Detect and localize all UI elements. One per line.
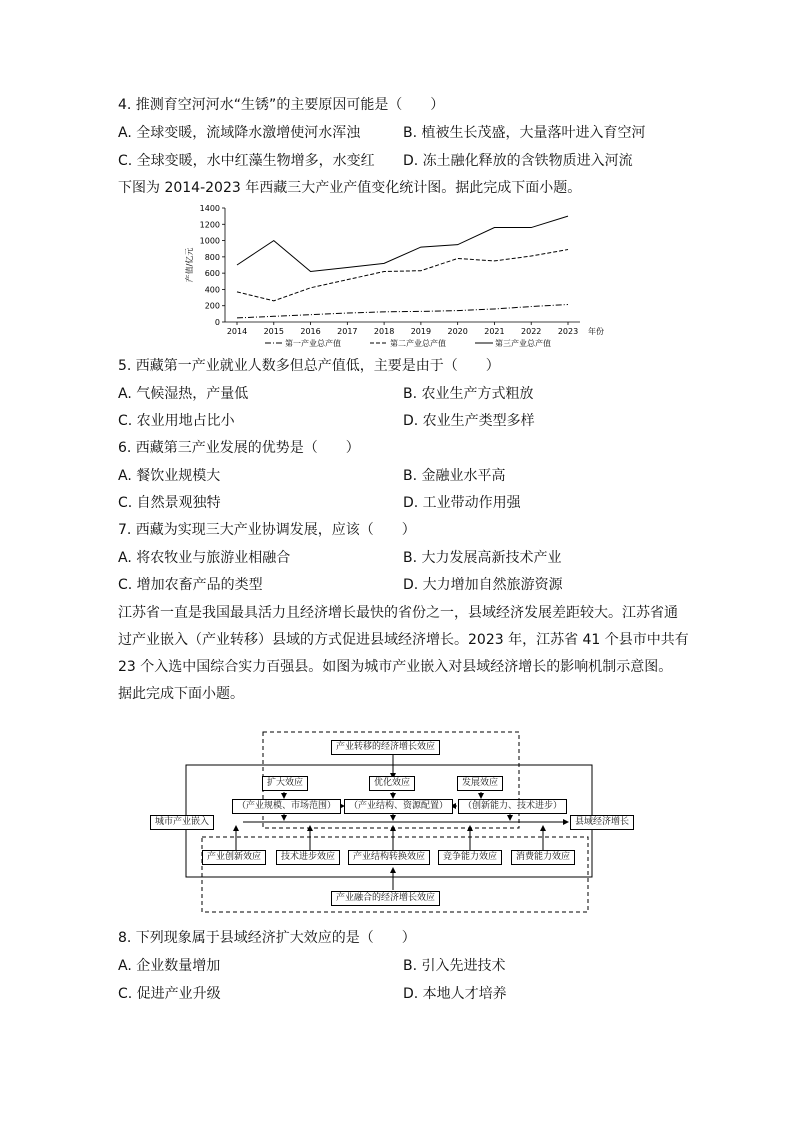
series-line-1 [237,304,568,317]
y-axis-label: 产值/亿元 [185,247,194,283]
box-fusion-effect: 产业融合的经济增长效应 [331,891,440,906]
q6-option-d: D. 工业带动作用强 [403,495,521,511]
box-expand-detail: （产业规模、市场范围） [232,799,341,814]
q5-option-c: C. 农业用地占比小 [118,413,235,429]
box-structure-effect: 产业结构转换效应 [348,850,430,865]
x-tick-label: 2014 [226,327,248,336]
intro-line-4: 据此完成下面小题。 [118,686,244,702]
x-tick-label: 2023 [557,327,579,336]
intro-jiangsu [118,600,689,708]
y-tick-label: 1400 [199,204,220,213]
y-tick-label: 600 [204,269,220,279]
x-tick-label: 2020 [447,327,468,336]
intro-line-2: 过产业嵌入（产业转移）县域的方式促进县域经济增长。2023 年，江苏省 41 个县市中共有 [118,632,689,648]
box-innovation-effect: 产业创新效应 [202,850,266,865]
box-optimize-effect: 优化效应 [369,776,415,791]
intro-line-1: 江苏省一直是我国最具活力且经济增长最快的省份之一，县域经济发展差距较大。江苏省通 [118,605,678,621]
legend-label-1: 第一产业总产值 [285,339,341,348]
q7-option-c: C. 增加农畜产品的类型 [118,577,263,593]
q8-stem: 8. 下列现象属于县域经济扩大效应的是（ ） [118,930,416,946]
q4-option-b: B. 植被生长茂盛，大量落叶进入育空河 [403,125,646,141]
legend-label-2: 第二产业总产值 [390,339,446,348]
box-transfer-effect: 产业转移的经济增长效应 [331,740,440,755]
box-develop-effect: 发展效应 [457,776,503,791]
intro-chart: 下图为 2014-2023 年西藏三大产业产值变化统计图。据此完成下面小题。 [118,180,582,196]
y-tick-label: 400 [204,285,220,295]
chart-legend [265,338,551,348]
box-city-industry: 城市产业嵌入 [150,815,214,830]
y-tick-label: 800 [204,252,220,262]
q8-option-c: C. 促进产业升级 [118,986,221,1002]
series-line-2 [237,250,568,301]
y-tick-label: 1200 [199,220,220,230]
x-tick-label: 2021 [484,327,505,336]
q4-stem: 4. 推测育空河河水“生锈”的主要原因可能是（ ） [118,97,445,113]
q5-stem: 5. 西藏第一产业就业人数多但总产值低，主要是由于（ ） [118,358,500,374]
q5-option-b: B. 农业生产方式粗放 [403,386,534,402]
industry-output-chart [180,200,620,350]
series-line-3 [237,216,568,271]
q5-option-d: D. 农业生产类型多样 [403,413,535,429]
q8-option-d: D. 本地人才培养 [403,986,507,1002]
q7-option-b: B. 大力发展高新技术产业 [403,550,562,566]
q8-option-a: A. 企业数量增加 [118,958,221,974]
y-tick-label: 200 [204,301,220,311]
box-compete-effect: 竞争能力效应 [438,850,502,865]
box-consume-effect: 消费能力效应 [511,850,575,865]
q4-option-a: A. 全球变暖，流域降水激增使河水浑浊 [118,125,361,141]
box-develop-detail: （创新能力、技术进步） [458,799,567,814]
x-tick-label: 2019 [410,327,432,336]
box-county-growth: 县域经济增长 [570,815,634,830]
box-optimize-detail: （产业结构、资源配置） [344,799,453,814]
q5-option-a: A. 气候湿热，产量低 [118,386,249,402]
q4-option-c: C. 全球变暖，水中红藻生物增多，水变红 [118,153,375,169]
q6-option-c: C. 自然景观独特 [118,495,221,511]
x-tick-label: 2022 [521,327,542,336]
q4-option-d: D. 冻土融化释放的含铁物质进入河流 [403,153,633,169]
x-tick-label: 2018 [373,327,395,336]
q8-option-b: B. 引入先进技术 [403,958,506,974]
q7-option-d: D. 大力增加自然旅游资源 [403,577,563,593]
y-tick-label: 1000 [199,236,220,246]
x-tick-label: 2017 [337,327,358,336]
legend-label-3: 第三产业总产值 [495,339,551,348]
intro-line-3: 23 个入选中国综合实力百强县。如图为城市产业嵌入对县域经济增长的影响机制示意图。 [118,659,673,675]
x-axis-label: 年份 [588,327,604,336]
q6-option-b: B. 金融业水平高 [403,468,506,484]
y-tick-label: 0 [214,318,220,327]
box-expand-effect: 扩大效应 [262,776,308,791]
q7-option-a: A. 将农牧业与旅游业相融合 [118,550,291,566]
x-tick-label: 2016 [300,327,321,336]
x-tick-label: 2015 [263,327,284,336]
q7-stem: 7. 西藏为实现三大产业协调发展，应该（ ） [118,522,416,538]
q6-option-a: A. 餐饮业规模大 [118,468,221,484]
box-tech-effect: 技术进步效应 [276,850,340,865]
q6-stem: 6. 西藏第三产业发展的优势是（ ） [118,440,360,456]
mechanism-diagram [150,730,650,915]
